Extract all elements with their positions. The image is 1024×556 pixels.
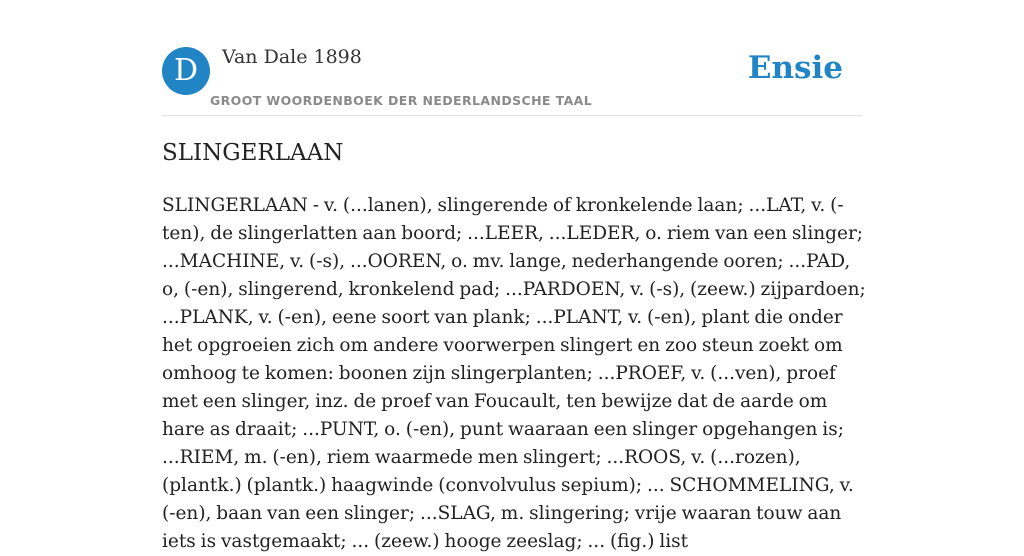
brand-logo[interactable]: Ensie (747, 50, 843, 86)
source-title[interactable]: Van Dale 1898 (222, 46, 362, 68)
entry-body: SLINGERLAAN - v. (...lanen), slingerende of kronkelende laan; ...LAT, v. (-ten), de slingerlatten aan boord; ...LEER, ...LEDER, o. riem van een slinger; ...MACHINE, v. (-s), ...OOREN, o. mv. lange, nederhangende ooren; ...PAD, o, (-en), slingerend, kronkelend pad; ...PARDOEN, v. (-s), (zeew.) zijpardoen; ...PLANK, v. (-en), eene soort van plank; ...PLANT, v. (-en), plant die onder het opgroeien zich om andere voorwerpen slingert en zoo steun zoekt om omhoog te komen: boonen zijn slingerplanten; ...PROEF, v. (...ven), proef met een slinger, inz. de proef van Foucault, ten bewijze dat de aarde om hare as draait; ...PUNT, o. (-en), punt waaraan een slinger opgehangen is; ...RIEM, m. (-en), riem waarmede men slingert; ...ROOS, v. (...rozen), (plantk.) (plantk.) haagwinde (convolvulus sepium); ... SCHOMMELING, v. (-en), baan van een slinger; ...SLAG, m. slingering; vrije waaran touw aan iets is vastgemaakt; ... (zeew.) hooge zeeslag; ... (fig.) list (162, 195, 866, 552)
entry-title: SLINGERLAAN (162, 140, 344, 166)
source-avatar[interactable]: D (162, 47, 210, 95)
source-subtitle: GROOT WOORDENBOEK DER NEDERLANDSCHE TAAL (210, 93, 593, 108)
header (162, 0, 862, 116)
